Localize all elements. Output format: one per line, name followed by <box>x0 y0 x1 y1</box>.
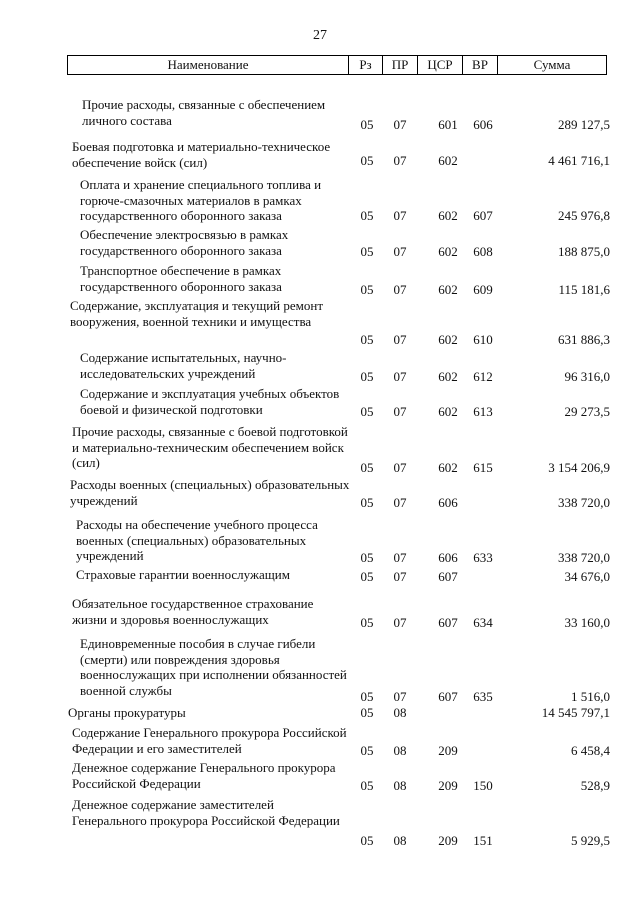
header-name: Наименование <box>68 56 349 74</box>
row-pr: 08 <box>393 778 407 793</box>
row-rz: 05 <box>360 153 374 168</box>
row-name: Расходы военных (специальных) образовательных учреждений <box>70 477 350 508</box>
header-rz: Рз <box>349 56 383 74</box>
row-sum: 631 886,3 <box>558 332 610 347</box>
row-vr: 615 <box>473 460 493 475</box>
row-name: Денежное содержание Генерального прокурора Российской Федерации <box>72 760 336 791</box>
table-header <box>67 55 607 75</box>
row-sum: 6 458,4 <box>571 743 610 758</box>
row-vr: 150 <box>473 778 493 793</box>
row-rz: 05 <box>360 208 374 223</box>
row-sum: 188 875,0 <box>558 244 610 259</box>
row-pr: 07 <box>393 208 407 223</box>
row-vr: 607 <box>473 208 493 223</box>
row-csr: 209 <box>438 778 458 793</box>
row-rz: 05 <box>360 743 374 758</box>
row-rz: 05 <box>360 705 374 720</box>
row-sum: 115 181,6 <box>558 282 610 297</box>
row-sum: 14 545 797,1 <box>541 705 610 720</box>
row-csr: 209 <box>438 743 458 758</box>
header-vr: ВР <box>463 56 498 74</box>
row-rz: 05 <box>360 332 374 347</box>
row-name: Оплата и хранение специального топлива и горюче-смазочных материалов в рамках государственного оборонного заказа <box>80 177 322 223</box>
row-csr: 607 <box>438 689 458 704</box>
row-csr: 602 <box>438 369 458 384</box>
row-vr: 633 <box>473 550 493 565</box>
row-rz: 05 <box>360 569 374 584</box>
row-name: Транспортное обеспечение в рамках государственного оборонного заказа <box>80 263 282 294</box>
row-pr: 07 <box>393 689 407 704</box>
row-rz: 05 <box>360 833 374 848</box>
row-vr: 613 <box>473 404 493 419</box>
row-pr: 08 <box>393 833 407 848</box>
header-csr: ЦСР <box>418 56 463 74</box>
row-vr: 634 <box>473 615 493 630</box>
row-csr: 606 <box>438 495 458 510</box>
row-name: Органы прокуратуры <box>68 705 186 720</box>
row-pr: 07 <box>393 369 407 384</box>
row-rz: 05 <box>360 460 374 475</box>
row-csr: 602 <box>438 332 458 347</box>
row-csr: 607 <box>438 569 458 584</box>
row-rz: 05 <box>360 689 374 704</box>
row-rz: 05 <box>360 369 374 384</box>
row-pr: 07 <box>393 153 407 168</box>
row-sum: 245 976,8 <box>558 208 610 223</box>
row-rz: 05 <box>360 495 374 510</box>
row-sum: 289 127,5 <box>558 117 610 132</box>
row-pr: 07 <box>393 244 407 259</box>
row-rz: 05 <box>360 404 374 419</box>
row-vr: 635 <box>473 689 493 704</box>
row-name: Содержание, эксплуатация и текущий ремонт вооружения, военной техники и имущества <box>70 298 324 329</box>
row-name: Содержание испытательных, научно-исследовательских учреждений <box>80 350 287 381</box>
row-sum: 34 676,0 <box>564 569 610 584</box>
row-rz: 05 <box>360 550 374 565</box>
row-vr: 610 <box>473 332 493 347</box>
row-rz: 05 <box>360 615 374 630</box>
row-csr: 602 <box>438 208 458 223</box>
row-csr: 602 <box>438 153 458 168</box>
header-pr: ПР <box>383 56 418 74</box>
row-name: Обеспечение электросвязью в рамках государственного оборонного заказа <box>80 227 289 258</box>
row-csr: 602 <box>438 244 458 259</box>
row-csr: 606 <box>438 550 458 565</box>
row-vr: 606 <box>473 117 493 132</box>
row-pr: 07 <box>393 404 407 419</box>
row-name: Прочие расходы, связанные с боевой подготовкой и материально-техническим обеспечением войск (сил) <box>72 424 348 470</box>
row-sum: 4 461 716,1 <box>548 153 610 168</box>
row-pr: 07 <box>393 569 407 584</box>
row-rz: 05 <box>360 244 374 259</box>
row-rz: 05 <box>360 778 374 793</box>
row-pr: 07 <box>393 615 407 630</box>
row-name: Прочие расходы, связанные с обеспечением личного состава <box>82 97 326 128</box>
row-name: Боевая подготовка и материально-техническое обеспечение войск (сил) <box>72 139 331 170</box>
row-sum: 528,9 <box>580 778 610 793</box>
row-rz: 05 <box>360 282 374 297</box>
row-pr: 07 <box>393 495 407 510</box>
row-csr: 601 <box>438 117 458 132</box>
row-vr: 612 <box>473 369 493 384</box>
row-name: Содержание Генерального прокурора Российской Федерации и его заместителей <box>72 725 347 756</box>
row-name: Единовременные пособия в случае гибели (смерти) или повреждения здоровья военнослужащих при исполнении обязанностей военной службы <box>80 636 347 698</box>
row-vr: 609 <box>473 282 493 297</box>
row-sum: 29 273,5 <box>564 404 610 419</box>
row-vr: 151 <box>473 833 493 848</box>
row-sum: 3 154 206,9 <box>548 460 610 475</box>
row-csr: 209 <box>438 833 458 848</box>
row-name: Денежное содержание заместителей Генерального прокурора Российской Федерации <box>72 797 340 828</box>
row-pr: 08 <box>393 705 407 720</box>
header-sum: Сумма <box>533 57 571 72</box>
row-sum: 33 160,0 <box>564 615 610 630</box>
row-pr: 07 <box>393 550 407 565</box>
row-pr: 08 <box>393 743 407 758</box>
page-number: 27 <box>313 28 327 43</box>
row-sum: 5 929,5 <box>571 833 610 848</box>
row-vr: 608 <box>473 244 493 259</box>
row-csr: 602 <box>438 404 458 419</box>
row-name: Содержание и эксплуатация учебных объектов боевой и физической подготовки <box>80 386 340 417</box>
row-pr: 07 <box>393 282 407 297</box>
row-sum: 338 720,0 <box>558 550 610 565</box>
row-name: Страховые гарантии военнослужащим <box>76 567 290 582</box>
row-pr: 07 <box>393 332 407 347</box>
row-pr: 07 <box>393 460 407 475</box>
row-sum: 1 516,0 <box>571 689 610 704</box>
row-pr: 07 <box>393 117 407 132</box>
row-csr: 602 <box>438 282 458 297</box>
row-rz: 05 <box>360 117 374 132</box>
row-sum: 96 316,0 <box>564 369 610 384</box>
row-sum: 338 720,0 <box>558 495 610 510</box>
row-name: Обязательное государственное страхование жизни и здоровья военнослужащих <box>72 596 314 627</box>
row-csr: 602 <box>438 460 458 475</box>
row-csr: 607 <box>438 615 458 630</box>
row-name: Расходы на обеспечение учебного процесса военных (специальных) образовательных учреждений <box>76 517 318 563</box>
